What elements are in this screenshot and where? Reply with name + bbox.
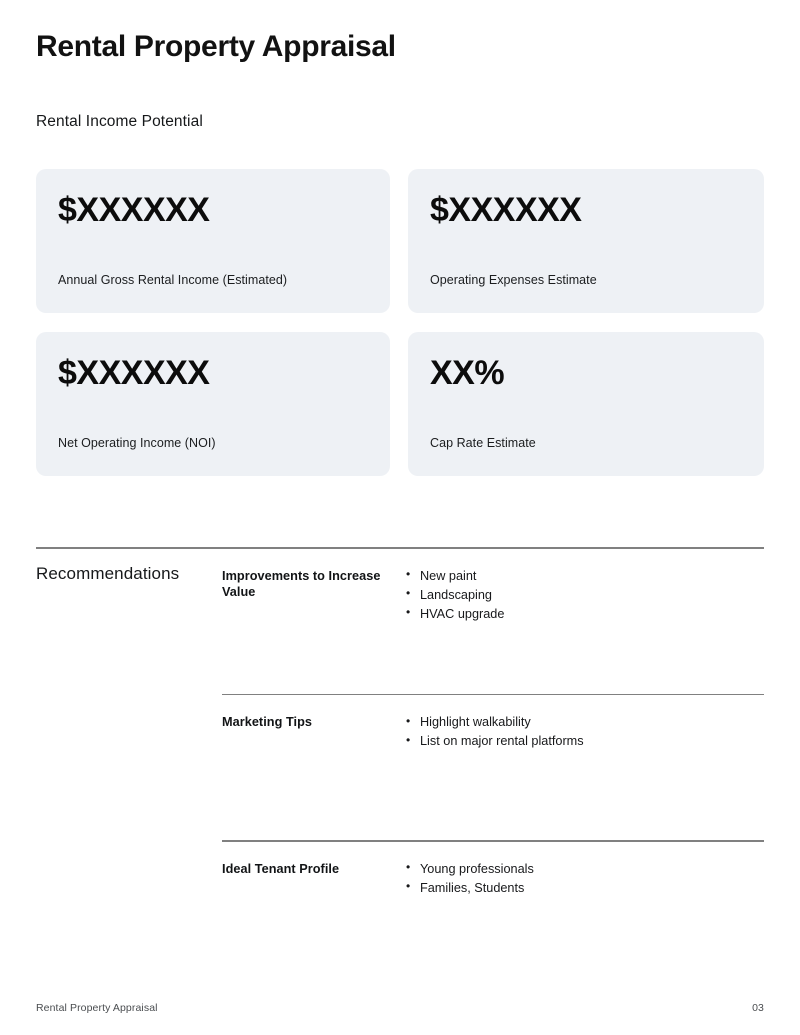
recommendation-row-marketing bbox=[36, 695, 764, 840]
footer-page-number: 03 bbox=[752, 1002, 764, 1014]
recommendation-row-label: Improvements to Increase Value bbox=[222, 568, 381, 599]
metric-card-operating-expenses-estimate bbox=[408, 169, 764, 313]
list-item: • Landscaping bbox=[406, 587, 764, 603]
recommendation-row-tenant-profile bbox=[36, 842, 764, 987]
metric-card-annual-gross-rental-income bbox=[36, 169, 390, 313]
list-item: • Families, Students bbox=[406, 880, 764, 896]
list-item: • Young professionals bbox=[406, 861, 764, 877]
metric-label: Cap Rate Estimate bbox=[430, 436, 536, 450]
footer-document-name: Rental Property Appraisal bbox=[36, 1002, 158, 1014]
metric-value: $XXXXXX bbox=[430, 191, 582, 229]
section-heading-rental-income: Rental Income Potential bbox=[36, 113, 203, 130]
list-item: • Highlight walkability bbox=[406, 714, 764, 730]
list-item: • List on major rental platforms bbox=[406, 733, 764, 749]
spacer bbox=[36, 856, 222, 987]
metric-card-net-operating-income bbox=[36, 332, 390, 476]
recommendations-section bbox=[36, 547, 764, 987]
page-title: Rental Property Appraisal bbox=[36, 30, 396, 63]
metric-label: Annual Gross Rental Income (Estimated) bbox=[58, 273, 288, 287]
metric-value: $XXXXXX bbox=[58, 354, 210, 392]
metric-card-grid bbox=[36, 169, 764, 476]
recommendations-title: Recommendations bbox=[36, 563, 180, 583]
page-footer bbox=[36, 1002, 764, 1014]
list-item: • New paint bbox=[406, 568, 764, 584]
metric-label: Net Operating Income (NOI) bbox=[58, 436, 216, 450]
metric-label: Operating Expenses Estimate bbox=[430, 273, 597, 287]
metric-card-cap-rate-estimate bbox=[408, 332, 764, 476]
recommendation-list bbox=[406, 709, 764, 840]
metric-value: XX% bbox=[430, 354, 505, 392]
spacer bbox=[36, 709, 222, 840]
recommendation-row-improvements bbox=[36, 549, 764, 694]
list-item: • HVAC upgrade bbox=[406, 606, 764, 622]
recommendation-row-label: Marketing Tips bbox=[222, 715, 313, 729]
metric-value: $XXXXXX bbox=[58, 191, 210, 229]
recommendation-row-label: Ideal Tenant Profile bbox=[222, 861, 340, 876]
recommendation-list bbox=[406, 856, 764, 987]
recommendation-list bbox=[406, 563, 764, 694]
